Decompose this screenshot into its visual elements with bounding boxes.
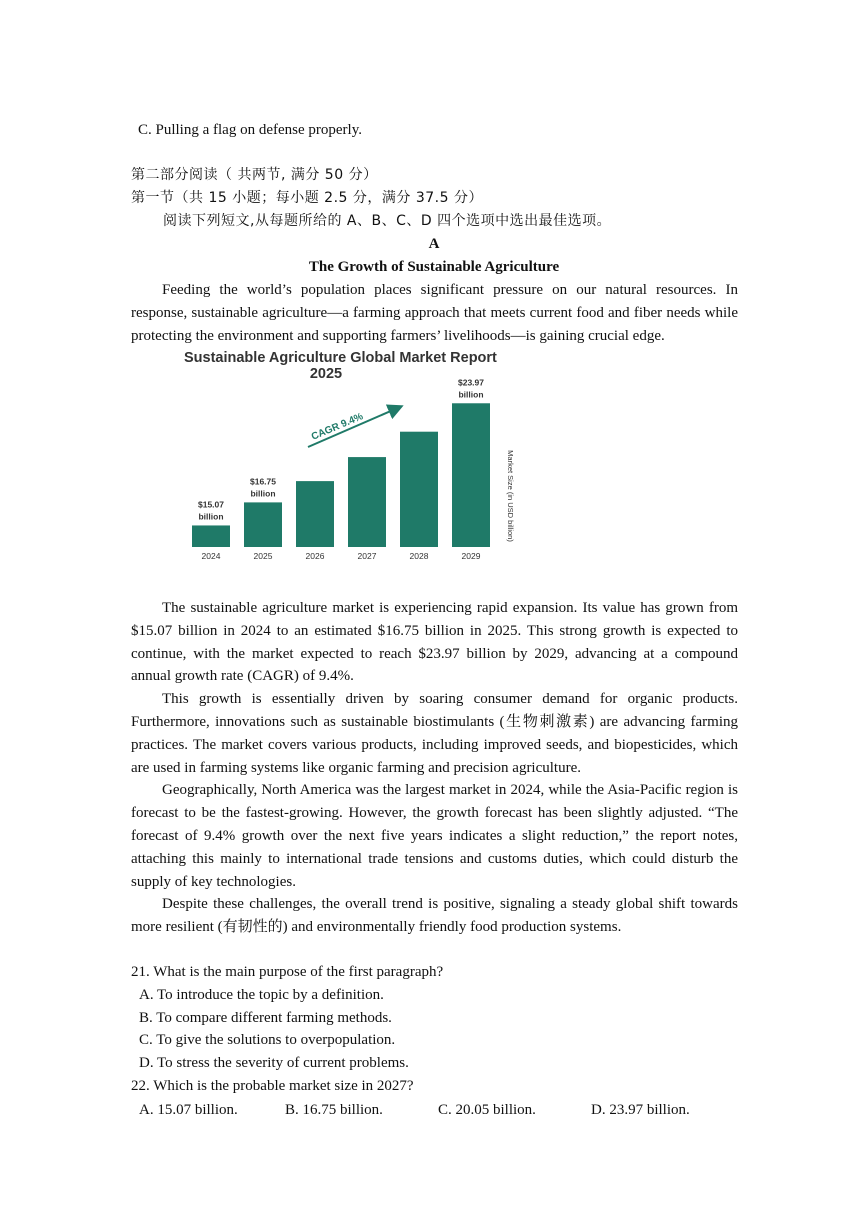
paragraph-2-text: The sustainable agriculture market is experiencing rapid expansion. Its value has grown from $15.07 billion in 2024 to an estimated $16.75 billion in 2025. This strong growth is expected to continue, with the market expected to reach $23.97 billion by 2029, advancing at a compound annual growth rate (CAGR) of 9.4%.	[131, 600, 738, 685]
chart-data-label-unit: billion	[198, 511, 224, 522]
chart-x-tick-label: 2027	[357, 551, 377, 561]
question-21-option-b: B. To compare different farming methods.	[139, 1010, 392, 1026]
chart-data-label-unit: billion	[250, 488, 276, 499]
question-21-option-d: D. To stress the severity of current problems.	[139, 1055, 409, 1071]
paragraph-4-text: Geographically, North America was the largest market in 2024, while the Asia-Pacific region is forecast to be the fastest-growing. However, the growth forecast has been slightly adjusted. “The forecast of 9.4% growth over the next five years indicates a slight reduction,” the report notes, attaching this mainly to international trade tensions and customs duties, which could disturb the supply of key technologies.	[131, 782, 738, 890]
question-22-stem: 22. Which is the probable market size in 2027?	[131, 1078, 414, 1094]
paragraph-3-text: This growth is essentially driven by soaring consumer demand for organic products. Furthermore, innovations such as sustainable biostimulants (生物刺激素) are advancing farming practices. The market covers various products, including improved seeds, and biopesticides, which are used in farming systems like organic farming and precision agriculture.	[131, 691, 738, 776]
paragraph-5-text: Despite these challenges, the overall trend is positive, signaling a steady global shift towards more resilient (有韧性的) and environmentally friendly food production systems.	[131, 896, 738, 936]
paragraphs-2-5	[131, 597, 738, 939]
chart-x-tick-label: 2024	[201, 551, 221, 561]
chart-title: Sustainable Agriculture Global Market Report	[184, 350, 497, 366]
chart-bar-2029	[452, 403, 490, 547]
question-22-option-b: B. 16.75 billion.	[285, 1102, 383, 1118]
question-22-option-a: A. 15.07 billion.	[139, 1102, 238, 1118]
question-21-stem: 21. What is the main purpose of the first paragraph?	[131, 964, 444, 980]
question-21-option-c: C. To give the solutions to overpopulation.	[139, 1032, 396, 1048]
part-heading: 第二部分阅读（ 共两节, 满分 50 分）	[131, 167, 378, 183]
passage-letter: A	[428, 236, 440, 252]
previous-question-option: C. Pulling a flag on defense properly.	[138, 122, 362, 138]
question-22-option-c: C. 20.05 billion.	[438, 1102, 536, 1118]
chart-bar-2025	[244, 502, 282, 547]
paragraph-1	[131, 279, 738, 347]
chart-bar-2026	[296, 481, 334, 547]
chart-bar-2027	[348, 457, 386, 547]
chart-subtitle: 2025	[309, 366, 343, 382]
question-21-option-a: A. To introduce the topic by a definition.	[139, 987, 384, 1003]
chart-data-label-unit: billion	[458, 389, 484, 400]
chart-x-tick-label: 2025	[253, 551, 273, 561]
chart-data-label-value: $15.07	[198, 499, 224, 510]
chart-y-axis-label: Market Size (in USD billion)	[506, 450, 515, 542]
chart-data-label-value: $23.97	[458, 377, 484, 388]
chart-x-tick-label: 2026	[305, 551, 325, 561]
chart-bar-2028	[400, 432, 438, 547]
passage-title: The Growth of Sustainable Agriculture	[308, 259, 560, 275]
paragraph-1-text: Feeding the world’s population places significant pressure on our natural resources. In response, sustainable agriculture—a farming approach that meets current food and fiber needs while protecting the environment and supporting farmers’ livelihoods—is gaining crucial edge.	[131, 282, 738, 344]
chart-x-tick-label: 2028	[409, 551, 429, 561]
instruction-text: 阅读下列短文,从每题所给的 A、B、C、D 四个选项中选出最佳选项。	[163, 213, 612, 229]
chart-x-tick-label: 2029	[461, 551, 481, 561]
cagr-annotation: CAGR 9.4%	[309, 411, 365, 443]
section-heading: 第一节（共 15 小题；每小题 2.5 分，满分 37.5 分）	[131, 190, 483, 206]
chart-x-labels	[202, 551, 481, 561]
chart-data-labels	[198, 377, 484, 521]
question-22-option-d: D. 23.97 billion.	[591, 1102, 690, 1118]
chart-data-label-value: $16.75	[250, 476, 276, 487]
market-report-chart	[178, 344, 523, 566]
chart-bar-2024	[192, 525, 230, 547]
